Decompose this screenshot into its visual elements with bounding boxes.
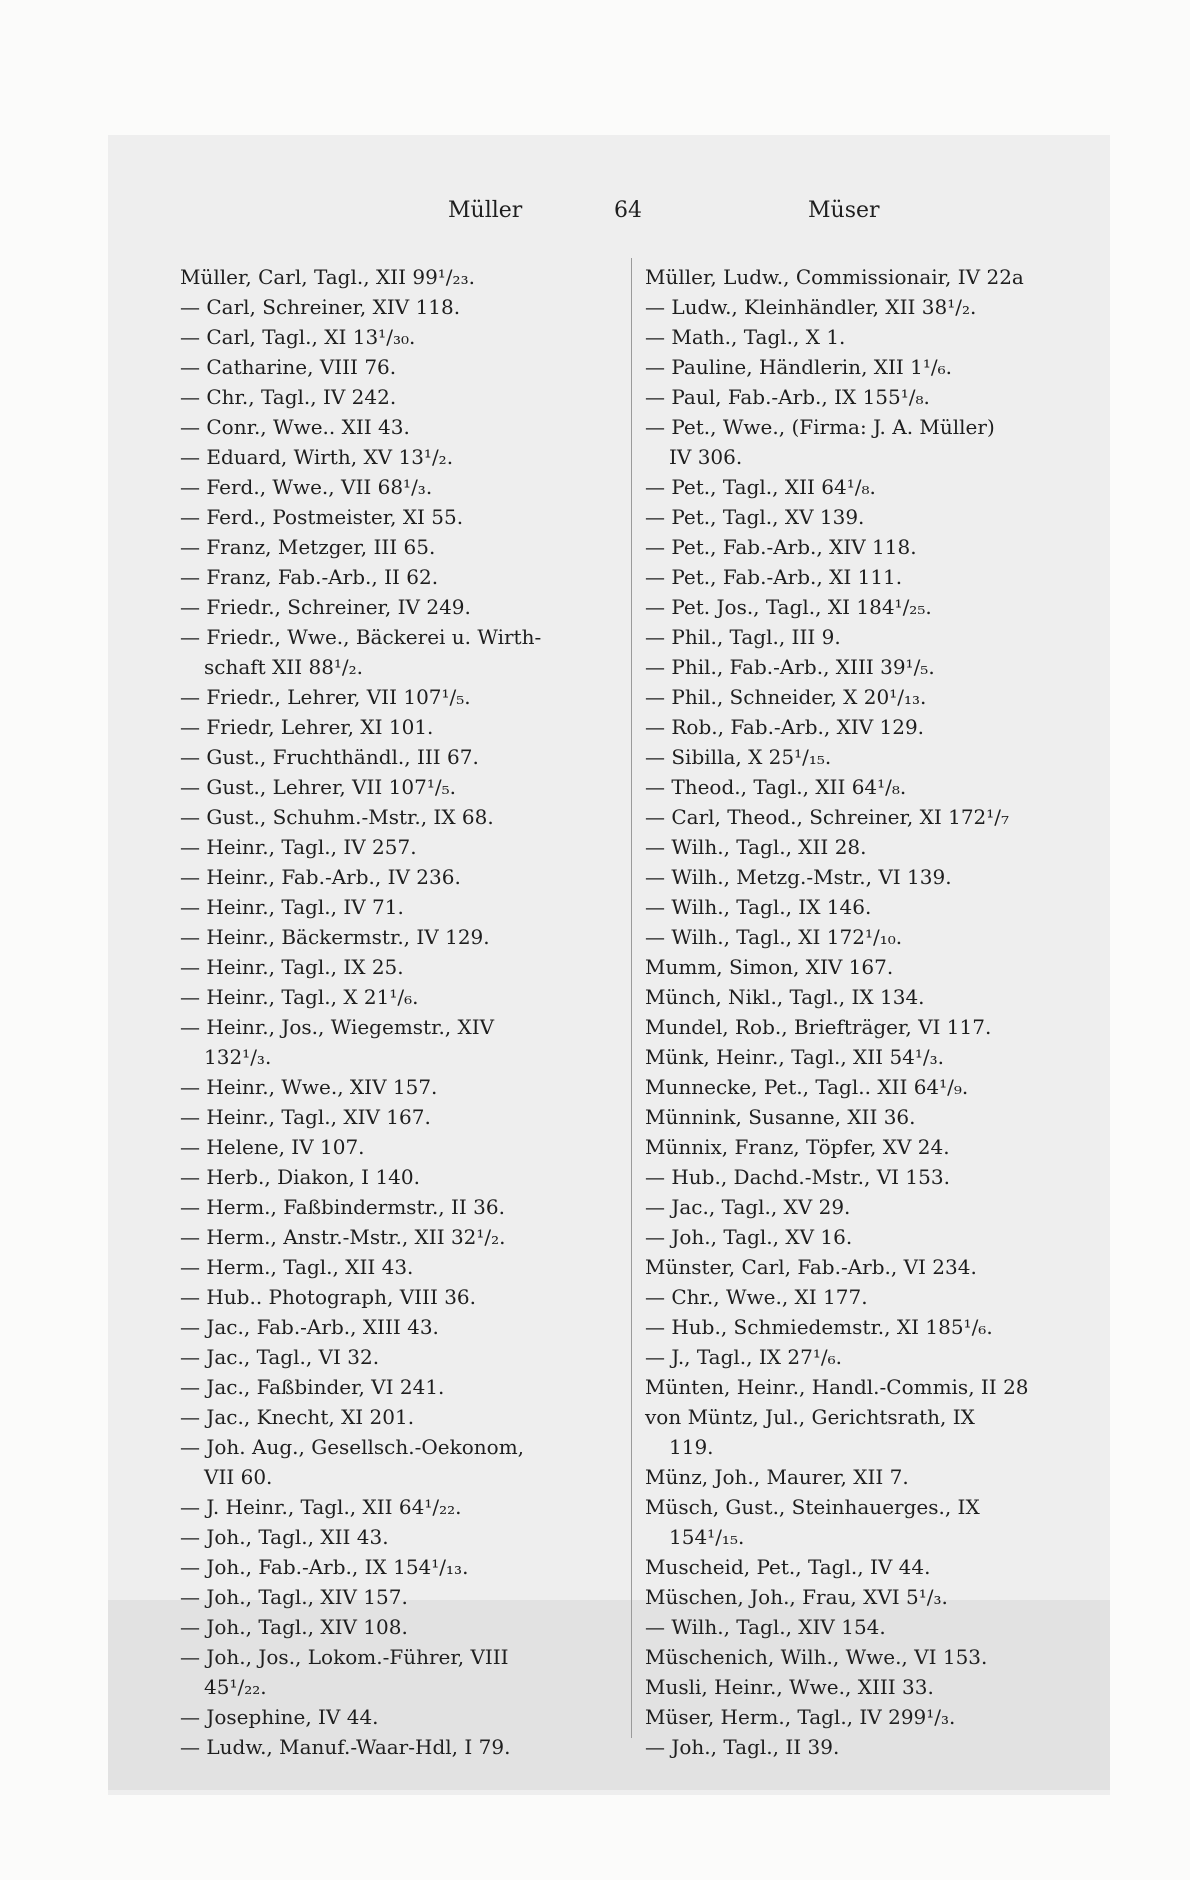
directory-entry: — Paul, Fab.-Arb., IX 155¹/₈. [645, 385, 930, 409]
directory-entry: Mundel, Rob., Briefträger, VI 117. [645, 1015, 992, 1039]
left-column [180, 262, 620, 1762]
directory-entry: — Joh., Tagl., XV 16. [645, 1225, 853, 1249]
directory-entry: — Eduard, Wirth, XV 13¹/₂. [180, 445, 454, 469]
column-divider [631, 258, 632, 1738]
directory-entry: — Heinr., Tagl., IV 71. [180, 895, 404, 919]
directory-entry: — Pauline, Händlerin, XII 1¹/₆. [645, 355, 953, 379]
directory-entry: Müschen, Joh., Frau, XVI 5¹/₃. [645, 1585, 948, 1609]
directory-entry: Münnink, Susanne, XII 36. [645, 1105, 916, 1129]
directory-entry: — Ferd., Wwe., VII 68¹/₃. [180, 475, 433, 499]
directory-entry: Müsch, Gust., Steinhauerges., IX [645, 1495, 980, 1519]
directory-entry: — Wilh., Tagl., XI 172¹/₁₀. [645, 925, 903, 949]
directory-entry: — Jac., Tagl., VI 32. [180, 1345, 380, 1369]
directory-entry: Münz, Joh., Maurer, XII 7. [645, 1465, 909, 1489]
directory-entry: Müser, Herm., Tagl., IV 299¹/₃. [645, 1705, 956, 1729]
directory-entry: Münk, Heinr., Tagl., XII 54¹/₃. [645, 1045, 945, 1069]
directory-entry: — Heinr., Tagl., XIV 167. [180, 1105, 431, 1129]
directory-entry: — Pet., Wwe., (Firma: J. A. Müller) [645, 415, 995, 439]
directory-entry: — Heinr., Fab.-Arb., IV 236. [180, 865, 461, 889]
directory-entry: — Joh., Fab.-Arb., IX 154¹/₁₃. [180, 1555, 469, 1579]
directory-entry: — Conr., Wwe.. XII 43. [180, 415, 410, 439]
header-right-keyword: Müser [808, 198, 880, 223]
directory-entry: — Chr., Tagl., IV 242. [180, 385, 397, 409]
directory-entry: — Gust., Fruchthändl., III 67. [180, 745, 479, 769]
directory-entry: — Wilh., Tagl., XIV 154. [645, 1615, 886, 1639]
directory-entry: — Ferd., Postmeister, XI 55. [180, 505, 464, 529]
directory-entry: — Pet. Jos., Tagl., XI 184¹/₂₅. [645, 595, 932, 619]
directory-entry: — Carl, Theod., Schreiner, XI 172¹/₇ [645, 805, 1010, 829]
directory-entry: — Herb., Diakon, I 140. [180, 1165, 420, 1189]
directory-entry: — Joh., Tagl., XIV 108. [180, 1615, 408, 1639]
directory-entry: — Herm., Faßbindermstr., II 36. [180, 1195, 505, 1219]
directory-entry: Münster, Carl, Fab.-Arb., VI 234. [645, 1255, 977, 1279]
directory-entry: — Hub., Dachd.-Mstr., VI 153. [645, 1165, 950, 1189]
directory-entry: — J. Heinr., Tagl., XII 64¹/₂₂. [180, 1495, 462, 1519]
directory-entry: — Heinr., Bäckermstr., IV 129. [180, 925, 490, 949]
directory-entry: — Joh., Jos., Lokom.-Führer, VIII [180, 1645, 509, 1669]
directory-entry: — Joh. Aug., Gesellsch.-Oekonom, [180, 1435, 525, 1459]
directory-entry: — Sibilla, X 25¹/₁₅. [645, 745, 832, 769]
directory-entry: — Joh., Tagl., XII 43. [180, 1525, 389, 1549]
directory-entry: Musli, Heinr., Wwe., XIII 33. [645, 1675, 934, 1699]
directory-entry: — Ludw., Kleinhändler, XII 38¹/₂. [645, 295, 977, 319]
directory-entry: — Heinr., Tagl., X 21¹/₆. [180, 985, 419, 1009]
page-number: 64 [614, 198, 642, 223]
directory-entry: — Josephine, IV 44. [180, 1705, 379, 1729]
directory-entry: — Friedr., Wwe., Bäckerei u. Wirth- [180, 625, 542, 649]
directory-entry: — Jac., Knecht, XI 201. [180, 1405, 415, 1429]
directory-entry: — Heinr., Tagl., IX 25. [180, 955, 404, 979]
directory-entry: VII 60. [204, 1465, 273, 1489]
directory-entry: — Heinr., Wwe., XIV 157. [180, 1075, 438, 1099]
directory-entry: 132¹/₃. [204, 1045, 272, 1069]
directory-entry: Müschenich, Wilh., Wwe., VI 153. [645, 1645, 988, 1669]
directory-entry: — Wilh., Tagl., XII 28. [645, 835, 867, 859]
directory-entry: — Pet., Tagl., XII 64¹/₈. [645, 475, 876, 499]
directory-entry: schaft XII 88¹/₂. [204, 655, 364, 679]
directory-entry: — Wilh., Metzg.-Mstr., VI 139. [645, 865, 952, 889]
directory-entry: — Heinr., Jos., Wiegemstr., XIV [180, 1015, 495, 1039]
directory-entry: — Friedr., Lehrer, VII 107¹/₅. [180, 685, 471, 709]
directory-entry: — Franz, Metzger, III 65. [180, 535, 436, 559]
directory-entry: — Theod., Tagl., XII 64¹/₈. [645, 775, 907, 799]
directory-entry: — Gust., Schuhm.-Mstr., IX 68. [180, 805, 494, 829]
directory-entry: — Jac., Faßbinder, VI 241. [180, 1375, 445, 1399]
right-column [645, 262, 1075, 1762]
directory-entry: Münch, Nikl., Tagl., IX 134. [645, 985, 925, 1009]
directory-entry: Munnecke, Pet., Tagl.. XII 64¹/₉. [645, 1075, 969, 1099]
directory-entry: — Catharine, VIII 76. [180, 355, 397, 379]
directory-entry: — Franz, Fab.-Arb., II 62. [180, 565, 439, 589]
directory-entry: — Chr., Wwe., XI 177. [645, 1285, 868, 1309]
directory-entry: — Pet., Fab.-Arb., XI 111. [645, 565, 903, 589]
directory-entry: — Wilh., Tagl., IX 146. [645, 895, 872, 919]
directory-entry: — Carl, Tagl., XI 13¹/₃₀. [180, 325, 416, 349]
directory-entry: — Phil., Fab.-Arb., XIII 39¹/₅. [645, 655, 935, 679]
directory-entry: — Phil., Schneider, X 20¹/₁₃. [645, 685, 927, 709]
directory-entry: — Joh., Tagl., II 39. [645, 1735, 840, 1759]
directory-entry: Muscheid, Pet., Tagl., IV 44. [645, 1555, 931, 1579]
header-left-keyword: Müller [448, 198, 523, 223]
directory-entry: — Jac., Tagl., XV 29. [645, 1195, 851, 1219]
directory-entry: — Pet., Fab.-Arb., XIV 118. [645, 535, 917, 559]
directory-entry: — Heinr., Tagl., IV 257. [180, 835, 417, 859]
directory-entry: — Math., Tagl., X 1. [645, 325, 846, 349]
directory-entry: Müller, Carl, Tagl., XII 99¹/₂₃. [180, 265, 475, 289]
running-header [108, 198, 1110, 228]
directory-entry: Münten, Heinr., Handl.-Commis, II 28 [645, 1375, 1029, 1399]
directory-entry: — Friedr, Lehrer, XI 101. [180, 715, 434, 739]
directory-entry: — J., Tagl., IX 27¹/₆. [645, 1345, 842, 1369]
directory-entry: — Herm., Anstr.-Mstr., XII 32¹/₂. [180, 1225, 506, 1249]
directory-entry: Münnix, Franz, Töpfer, XV 24. [645, 1135, 950, 1159]
directory-entry: Mumm, Simon, XIV 167. [645, 955, 894, 979]
directory-entry: Müller, Ludw., Commissionair, IV 22a [645, 265, 1024, 289]
directory-entry: — Herm., Tagl., XII 43. [180, 1255, 414, 1279]
directory-entry: 119. [669, 1435, 714, 1459]
directory-entry: — Helene, IV 107. [180, 1135, 365, 1159]
directory-entry: — Joh., Tagl., XIV 157. [180, 1585, 408, 1609]
directory-entry: — Jac., Fab.-Arb., XIII 43. [180, 1315, 439, 1339]
directory-entry: — Hub.. Photograph, VIII 36. [180, 1285, 477, 1309]
directory-entry: 45¹/₂₂. [204, 1675, 267, 1699]
directory-entry: — Gust., Lehrer, VII 107¹/₅. [180, 775, 456, 799]
directory-entry: — Pet., Tagl., XV 139. [645, 505, 865, 529]
directory-entry: 154¹/₁₅. [669, 1525, 745, 1549]
directory-entry: — Phil., Tagl., III 9. [645, 625, 841, 649]
directory-entry: von Müntz, Jul., Gerichtsrath, IX [645, 1405, 975, 1429]
directory-entry: — Hub., Schmiedemstr., XI 185¹/₆. [645, 1315, 993, 1339]
directory-entry: — Rob., Fab.-Arb., XIV 129. [645, 715, 925, 739]
directory-entry: IV 306. [669, 445, 743, 469]
directory-entry: — Carl, Schreiner, XIV 118. [180, 295, 461, 319]
directory-entry: — Ludw., Manuf.-Waar-Hdl, I 79. [180, 1735, 511, 1759]
directory-entry: — Friedr., Schreiner, IV 249. [180, 595, 471, 619]
